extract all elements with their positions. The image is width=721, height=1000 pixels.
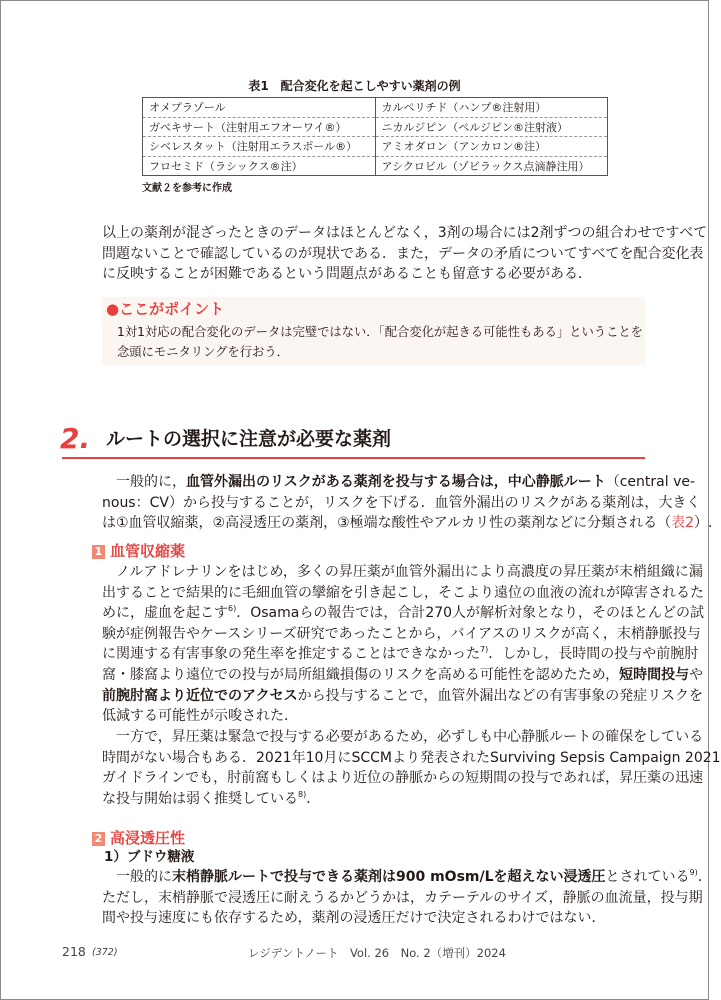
text-run: は①血管収縮薬，②高浸透圧の薬剤，③極端な酸性やアルカリ性の薬剤などに分類される（: [102, 515, 672, 532]
text-run: 以上の薬剤が混ざったときのデータはほとんどなく，3剤の場合には2剤ずつの組合わせですべて: [102, 225, 708, 241]
drug-table: [142, 97, 608, 176]
text-run: 一般的に，: [102, 474, 186, 490]
text-run: 血管外漏出のリスクがある薬剤を投与する場合は，中心静脈ルート: [186, 474, 606, 490]
text-run: 短時間投与: [619, 666, 690, 683]
section-title: ルートの選択に注意が必要な薬剤: [106, 428, 392, 450]
section-number: 2.: [60, 422, 91, 455]
paragraph: [102, 472, 713, 534]
text-run: （central ve-: [605, 474, 696, 490]
text-line: [102, 908, 644, 929]
text-run: な投与開始は弱く推奨している: [102, 790, 298, 807]
subheading-hyperosmotic: [92, 829, 185, 847]
subheading-text: 血管収縮薬: [110, 542, 186, 560]
text-run: ．Osamaらの報告では，合計270人が解析対象となり，そのほとんどの試: [236, 605, 705, 622]
point-body: [117, 322, 643, 362]
text-run: ノルアドレナリンをはじめ，多くの昇圧薬が血管外漏出により高濃度の昇圧薬が末梢組織に漏: [102, 564, 703, 580]
text-run: ．しかし，長時間の投与や前腕肘: [488, 646, 699, 663]
text-line: [102, 583, 704, 604]
text-line: [102, 472, 696, 493]
text-run: 時間がない場合もある．2021年10月にSCCMより発表されたSurviving Sepsis Campaign 2021: [102, 749, 721, 766]
text-run: ）.: [694, 515, 713, 532]
text-line: [102, 867, 712, 888]
citation: 6): [228, 604, 237, 614]
subheading-vasoconstrictor: [92, 542, 185, 560]
table-cell: シベレスタット（注射用エラスポール®）: [143, 137, 376, 157]
original-page-number: (372): [92, 947, 118, 958]
text-line: [102, 706, 644, 727]
section-rule: [62, 457, 645, 459]
table-reference: 表2: [671, 515, 695, 532]
table-row: [143, 98, 608, 118]
text-run: や: [689, 666, 704, 683]
text-line: [102, 727, 704, 748]
point-title: ●ここがポイント: [106, 300, 225, 318]
table-cell: アミオダロン（アンカロン®注）: [375, 137, 607, 157]
text-line: [102, 686, 704, 707]
paragraph: [102, 562, 705, 727]
text-line: [102, 244, 704, 265]
text-line: [102, 603, 705, 624]
table-row: [143, 117, 608, 137]
paragraph: [102, 867, 712, 929]
subheading-number: 2: [92, 832, 105, 846]
text-line: [102, 493, 701, 514]
text-run: 一方で，昇圧薬は緊急で投与する必要があるため，必ずしも中心静脈ルートの確保をしている: [102, 729, 704, 745]
text-run: 間や投与速度にも依存するため，薬剤の浸透圧だけで決定されるわけではない．: [102, 910, 606, 927]
text-line: [102, 624, 701, 645]
text-line: [102, 888, 703, 909]
text-run: ただし，末梢静脈で浸透圧に耐えうるかどうかは，カテーテルのサイズ，静脈の血流量，投与期: [102, 889, 703, 906]
text-run: 窩・膝窩より遠位での投与が局所組織損傷のリスクを高める可能性を認めたため，: [102, 666, 620, 683]
text-line: [102, 665, 704, 686]
journal-name: レジデントノート Vol. 26 No. 2（増刊）2024: [248, 946, 506, 960]
text-run: 問題ないことで確認しているのが現状である．また，データの矛盾についてすべてを配合変化表: [102, 245, 704, 262]
subheading-text: 高浸透圧性: [110, 829, 186, 847]
table-cell: ガベキサート（注射用エフオーワイ®）: [143, 117, 376, 137]
text-line: [102, 644, 699, 665]
text-run: 前腕肘窩より近位でのアクセス: [102, 687, 298, 704]
text-line: [102, 513, 713, 534]
table-row: [143, 137, 608, 157]
text-line: [102, 789, 644, 810]
text-run: に反映することが困難であるという問題点があることも留意する必要がある．: [102, 266, 592, 283]
text-line: [102, 748, 721, 769]
text-run: 低減する可能性が示唆された．: [102, 708, 298, 725]
page-number: 218: [62, 944, 86, 959]
table-cell: フロセミド（ラシックス®注）: [143, 156, 376, 176]
text-run: ．: [697, 869, 712, 885]
table-caption: 文献２を参考に作成: [142, 183, 232, 194]
subheading-number: 1: [92, 545, 105, 559]
table-cell: カルペリチド（ハンプ®注射用）: [375, 98, 607, 118]
paragraph: [102, 727, 721, 809]
text-run: 一般的に: [102, 869, 172, 885]
text-line: [102, 562, 703, 583]
point-line: 念頭にモニタリングを行おう．: [117, 345, 289, 359]
text-run: から投与することで，血管外漏出などの有害事象の発症リスクを: [297, 687, 704, 704]
text-line: [102, 264, 642, 285]
text-run: 末梢静脈ルートで投与できる薬剤は900 mOsm/Lを超えない浸透圧: [172, 869, 606, 885]
text-run: 出することで結果的に毛細血管の攣縮を引き起こし，そこより遠位の血液の流れが障害されるた: [102, 584, 704, 601]
text-run: 験が症例報告やケースシリーズ研究であったことから，バイアスのリスクが高く，末梢静脈投与: [102, 625, 701, 642]
text-run: に関連する有害事象の発生率を推定することはできなかった: [102, 646, 480, 663]
text-run: ．: [306, 790, 321, 807]
table-title: 表1 配合変化を起こしやすい薬剤の例: [248, 79, 461, 93]
citation: 8): [298, 789, 307, 799]
point-line: 1対1対応の配合変化のデータは完璧ではない．「配合変化が起きる可能性もある」ということを: [117, 325, 643, 339]
table-cell: ニカルジピン（ペルジピン®注射液）: [375, 117, 607, 137]
text-run: nous：CV）から投与することが，リスクを下げる．血管外漏出のリスクがある薬剤は，大きく: [102, 494, 701, 511]
citation: 9): [689, 868, 698, 877]
table-cell: アシクロビル（ゾビラックス点滴静注用）: [375, 156, 607, 176]
citation: 7): [480, 645, 489, 655]
table-row: [143, 156, 608, 176]
text-run: とされている: [605, 869, 690, 885]
text-run: ガイドラインでも，肘前窩もしくはより近位の静脈からの短期間の投与であれば，昇圧薬の迅速: [102, 770, 704, 787]
paragraph: [102, 223, 708, 285]
text-line: [102, 223, 708, 244]
table-cell: オメプラゾール: [143, 98, 376, 118]
text-line: [102, 768, 704, 789]
text-run: めに，虚血を起こす: [102, 605, 228, 622]
sub-subheading: 1）ブドウ糖液: [104, 849, 195, 865]
